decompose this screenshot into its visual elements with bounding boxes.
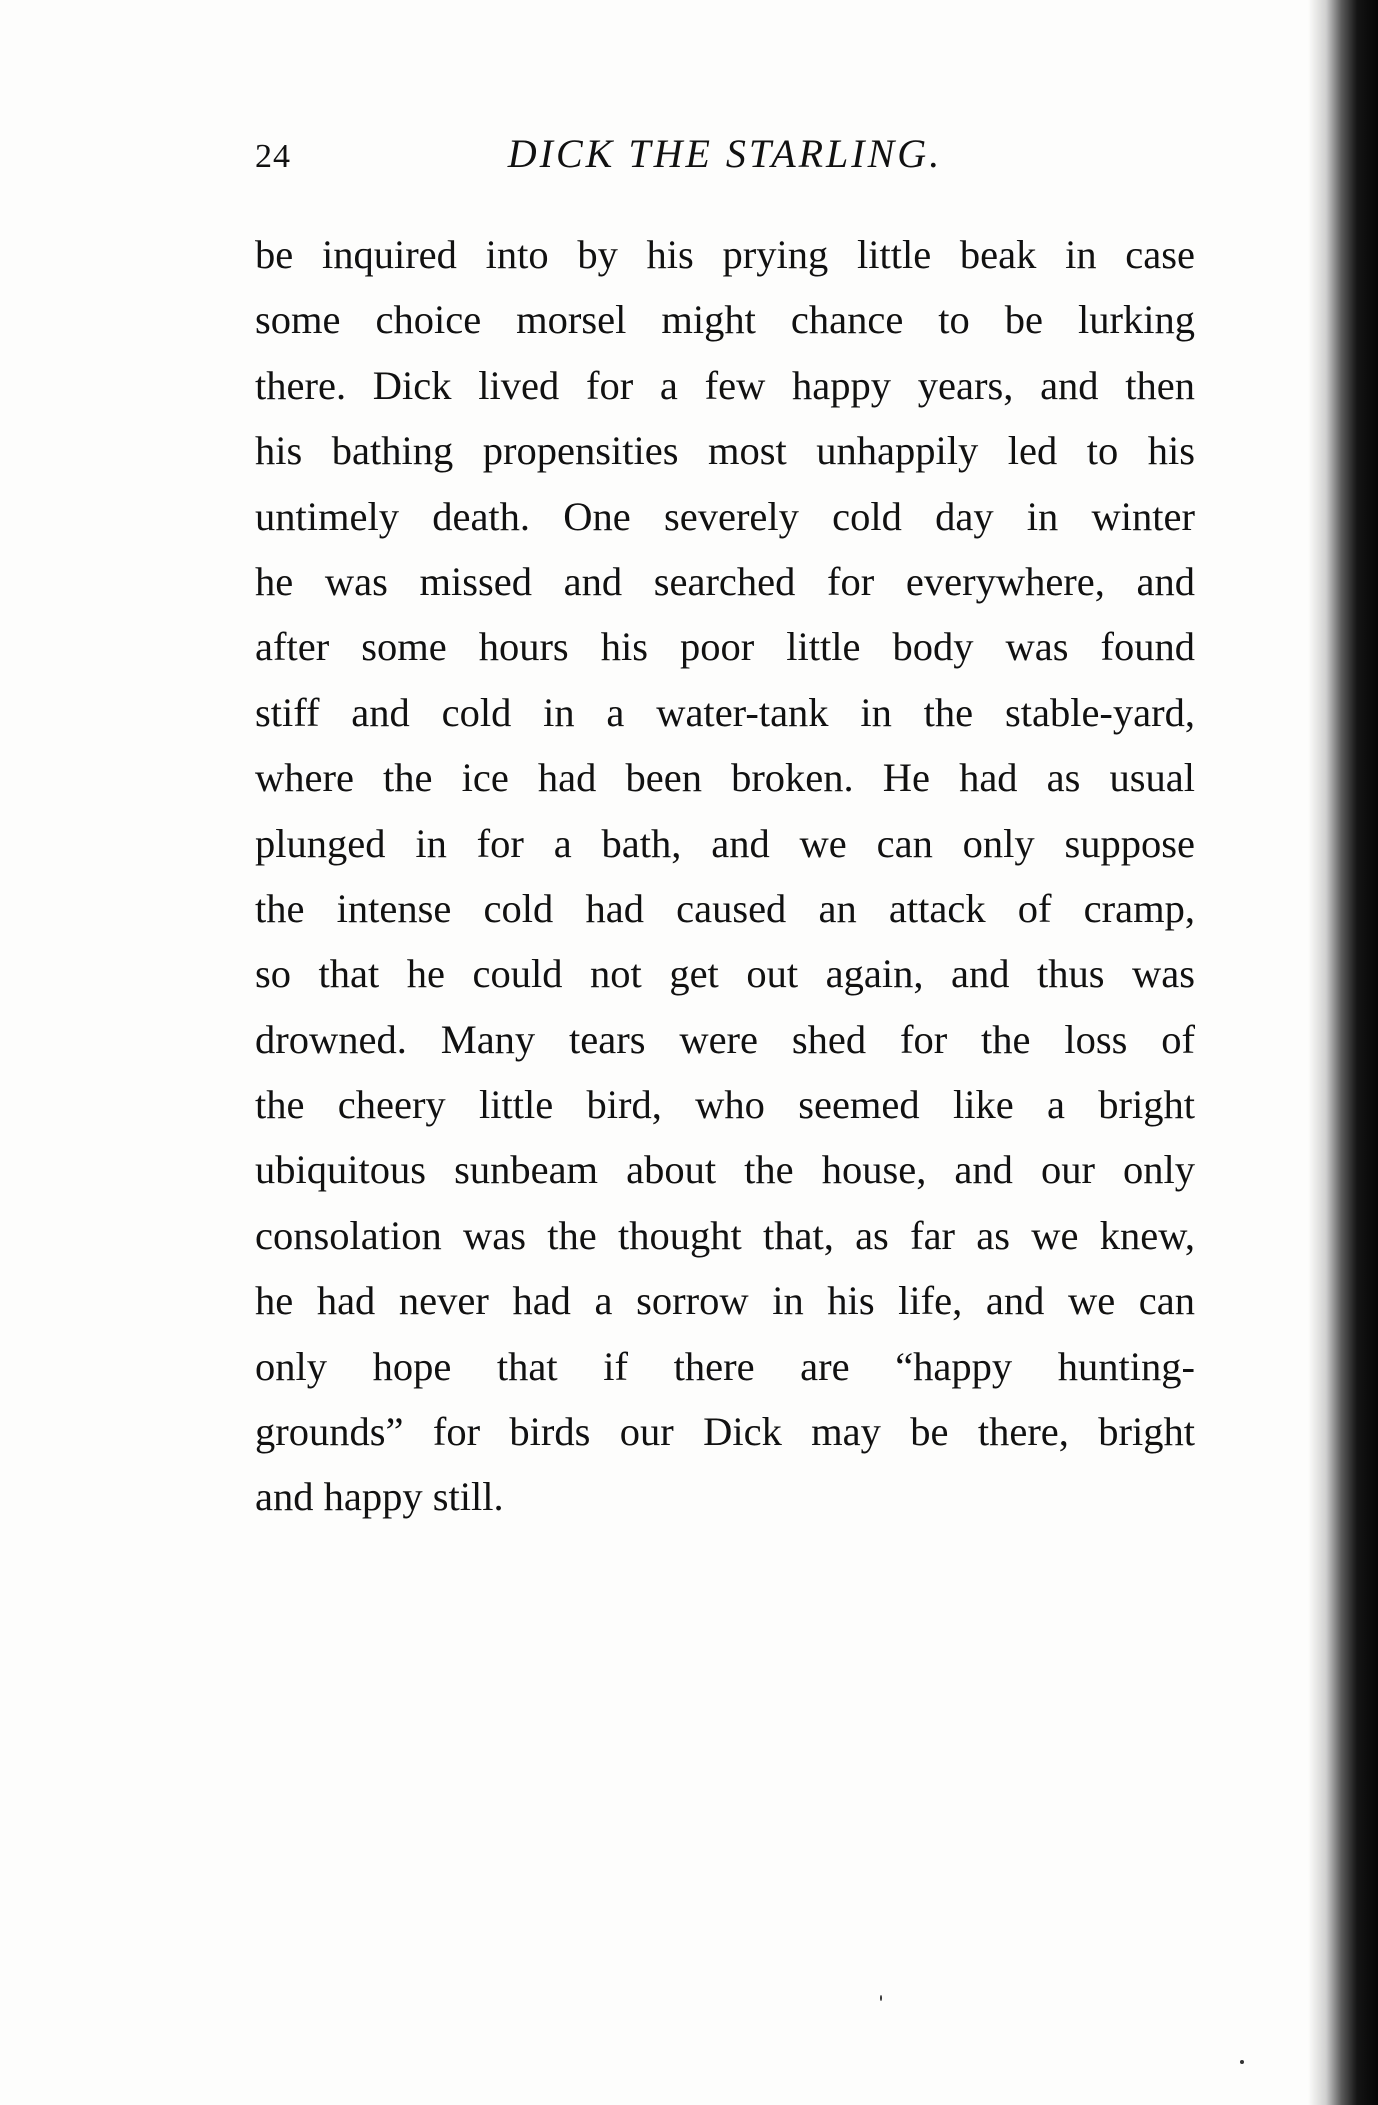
text-line: and happy still.	[255, 1474, 504, 1520]
text-line: drowned. Many tears were shed for the loss of	[255, 1016, 1195, 1062]
text-line: there. Dick lived for a few happy years, and then	[255, 362, 1195, 408]
text-line: some choice morsel might chance to be lurking	[255, 297, 1195, 343]
text-line: only hope that if there are “happy hunting-	[255, 1343, 1195, 1389]
page-header	[255, 130, 1195, 190]
text-line: he had never had a sorrow in his life, and we can	[255, 1278, 1195, 1324]
body-text	[255, 222, 1195, 1530]
text-line: plunged in for a bath, and we can only suppose	[255, 820, 1195, 866]
text-line: ubiquitous sunbeam about the house, and our only	[255, 1147, 1195, 1193]
text-line: after some hours his poor little body was found	[255, 624, 1195, 670]
text-line: grounds” for birds our Dick may be there, bright	[255, 1409, 1195, 1455]
ink-speck	[1240, 2060, 1244, 2064]
text-line: the intense cold had caused an attack of cramp,	[255, 885, 1195, 931]
text-line: the cheery little bird, who seemed like a bright	[255, 1082, 1195, 1128]
text-line: untimely death. One severely cold day in winter	[255, 493, 1195, 539]
text-line: consolation was the thought that, as far as we knew,	[255, 1212, 1195, 1258]
text-line: where the ice had been broken. He had as usual	[255, 755, 1195, 801]
ink-speck	[880, 1995, 882, 2001]
text-line: stiff and cold in a water-tank in the stable-yard,	[255, 689, 1195, 735]
text-line: so that he could not get out again, and thus was	[255, 951, 1195, 997]
text-line: his bathing propensities most unhappily led to his	[255, 428, 1195, 474]
binding-shadow	[1308, 0, 1326, 2105]
text-line: be inquired into by his prying little beak in case	[255, 232, 1195, 277]
running-title: DICK THE STARLING.	[507, 131, 943, 176]
text-line: he was missed and searched for everywhere, and	[255, 558, 1195, 604]
binding-edge	[1326, 0, 1378, 2105]
page-number: 24	[255, 138, 291, 175]
